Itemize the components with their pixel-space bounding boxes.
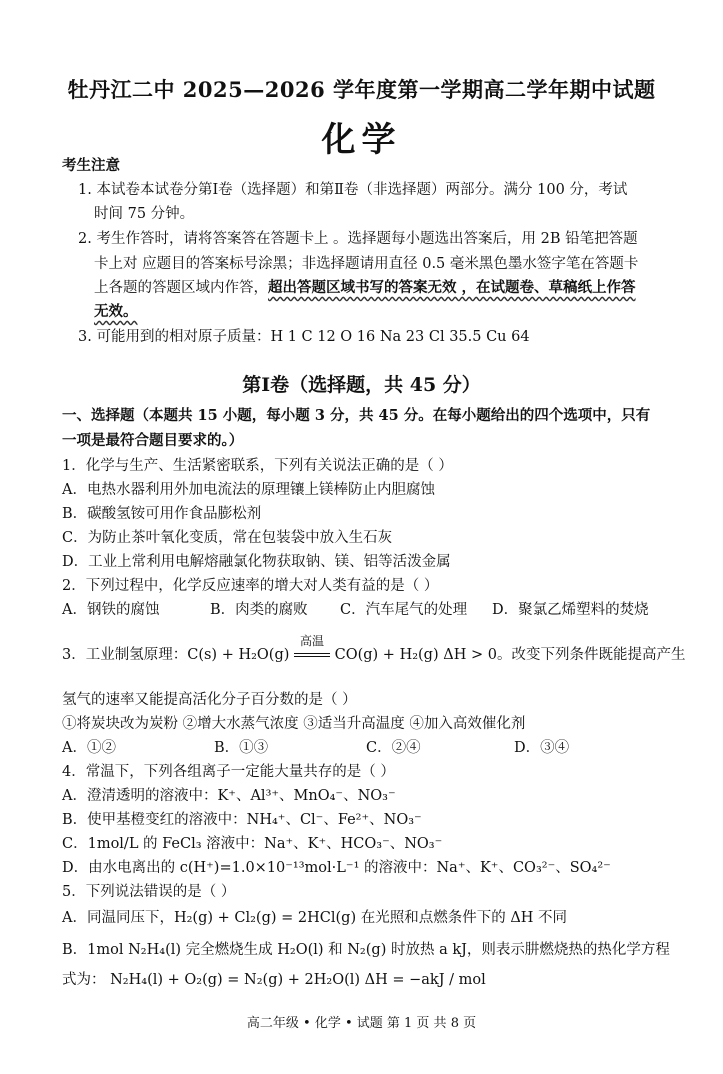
q4-stem: 4．常温下，下列各组离子一定能大量共存的是（ ） <box>62 764 395 780</box>
section-intro-line-2: 一项是最符合题目要求的。） <box>62 432 244 449</box>
reaction-arrow <box>294 634 330 665</box>
q3-lead: 3．工业制氢原理： <box>62 647 188 663</box>
q5-option-b-equation: 式为： N₂H₄(l) + O₂(g) = N₂(g) + 2H₂O(l) ΔH = −akJ / mol <box>62 972 486 988</box>
note-2-emphasis-end: 无效。 <box>94 303 138 320</box>
q1-stem: 1．化学与生产、生活紧密联系，下列有关说法正确的是（ ） <box>62 458 453 474</box>
note-2-plain: 上各题的答题区域内作答， <box>94 280 268 296</box>
q5-option-a: A．同温同压下，H₂(g) + Cl₂(g) = 2HCl(g) 在光照和点燃条件下的 ΔH 不同 <box>62 910 568 926</box>
q3-option-c: C．②④ <box>366 740 421 756</box>
note-1-line-1: 1. 本试卷本试卷分第Ⅰ卷（选择题）和第Ⅱ卷（非选择题）两部分。满分 100 分，考试 <box>78 182 628 198</box>
q2-option-c: C．汽车尾气的处理 <box>340 602 468 618</box>
subject-title: 化学 <box>321 120 402 160</box>
notes-heading: 考生注意 <box>62 157 120 174</box>
q3-eq-right: CO(g) + H₂(g) ΔH > 0 <box>334 647 497 663</box>
q3-stem: 氢气的速率又能提高活化分子百分数的是（ ） <box>62 692 357 708</box>
reaction-condition: 高温 <box>300 634 325 648</box>
q3-eq-left: C(s) + H₂O(g) <box>187 647 290 663</box>
q1-option-c: C．为防止茶叶氧化变质，常在包装袋中放入生石灰 <box>62 530 393 546</box>
note-3: 3. 可能用到的相对原子质量：H 1 C 12 O 16 Na 23 Cl 35.5 Cu 64 <box>78 329 530 345</box>
note-2-line-3 <box>94 278 636 298</box>
q5-option-b: B．1mol N₂H₄(l) 完全燃烧生成 H₂O(l) 和 N₂(g) 时放热 a kJ，则表示肼燃烧热的热化学方程 <box>62 942 670 958</box>
q4-option-c: C．1mol/L 的 FeCl₃ 溶液中：Na⁺、K⁺、HCO₃⁻、NO₃⁻ <box>62 836 443 852</box>
q2-option-a: A．钢铁的腐蚀 <box>62 602 160 618</box>
exam-title: 牡丹江二中 2025—2026 学年度第一学期高二学年期中试题 <box>67 77 656 102</box>
q2-option-b: B．肉类的腐败 <box>210 602 308 618</box>
note-2-emphasis: 超出答题区域书写的答案无效 ，在试题卷、草稿纸上作答 <box>268 279 636 296</box>
note-2-line-4 <box>94 302 138 322</box>
section-title: 第Ⅰ卷（选择题，共 45 分） <box>242 374 481 396</box>
q2-stem: 2．下列过程中，化学反应速率的增大对人类有益的是（ ） <box>62 578 439 594</box>
q1-option-b: B．碳酸氢铵可用作食品膨松剂 <box>62 506 262 522</box>
q3-option-d: D．③④ <box>514 740 570 756</box>
q3-line-1 <box>62 634 686 665</box>
q3-tail: 。改变下列条件既能提高产生 <box>496 647 686 663</box>
note-1-line-2: 时间 75 分钟。 <box>94 206 195 222</box>
q3-option-a: A．①② <box>62 740 116 756</box>
note-2-line-2: 卡上对 应题目的答案标号涂黑；非选择题请用直径 0.5 毫米黑色墨水签字笔在答题卡 <box>94 256 639 272</box>
section-intro-line-1: 一、选择题（本题共 15 小题，每小题 3 分，共 45 分。在每小题给出的四个选项中，只有 <box>62 407 651 424</box>
q1-option-a: A．电热水器利用外加电流法的原理镶上镁棒防止内胆腐蚀 <box>62 482 435 498</box>
q4-option-b: B．使甲基橙变红的溶液中：NH₄⁺、Cl⁻、Fe²⁺、NO₃⁻ <box>62 812 422 828</box>
q3-conditions: ①将炭块改为炭粉 ②增大水蒸气浓度 ③适当升高温度 ④加入高效催化剂 <box>62 716 526 732</box>
q4-option-a: A．澄清透明的溶液中：K⁺、Al³⁺、MnO₄⁻、NO₃⁻ <box>62 788 396 804</box>
page-footer: 高二年级 • 化学 • 试题 第 1 页 共 8 页 <box>246 1016 477 1031</box>
q3-option-b: B．①③ <box>214 740 269 756</box>
note-2-line-1: 2. 考生作答时，请将答案答在答题卡上 。选择题每小题选出答案后，用 2B 铅笔把答题 <box>78 231 638 247</box>
q2-option-d: D．聚氯乙烯塑料的焚烧 <box>492 602 649 618</box>
q5-stem: 5．下列说法错误的是（ ） <box>62 884 236 900</box>
q1-option-d: D．工业上常利用电解熔融氯化物获取钠、镁、铝等活泼金属 <box>62 554 451 570</box>
q4-option-d: D．由水电离出的 c(H⁺)=1.0×10⁻¹³mol·L⁻¹ 的溶液中：Na⁺、K⁺、CO₃²⁻、SO₄²⁻ <box>62 860 611 876</box>
